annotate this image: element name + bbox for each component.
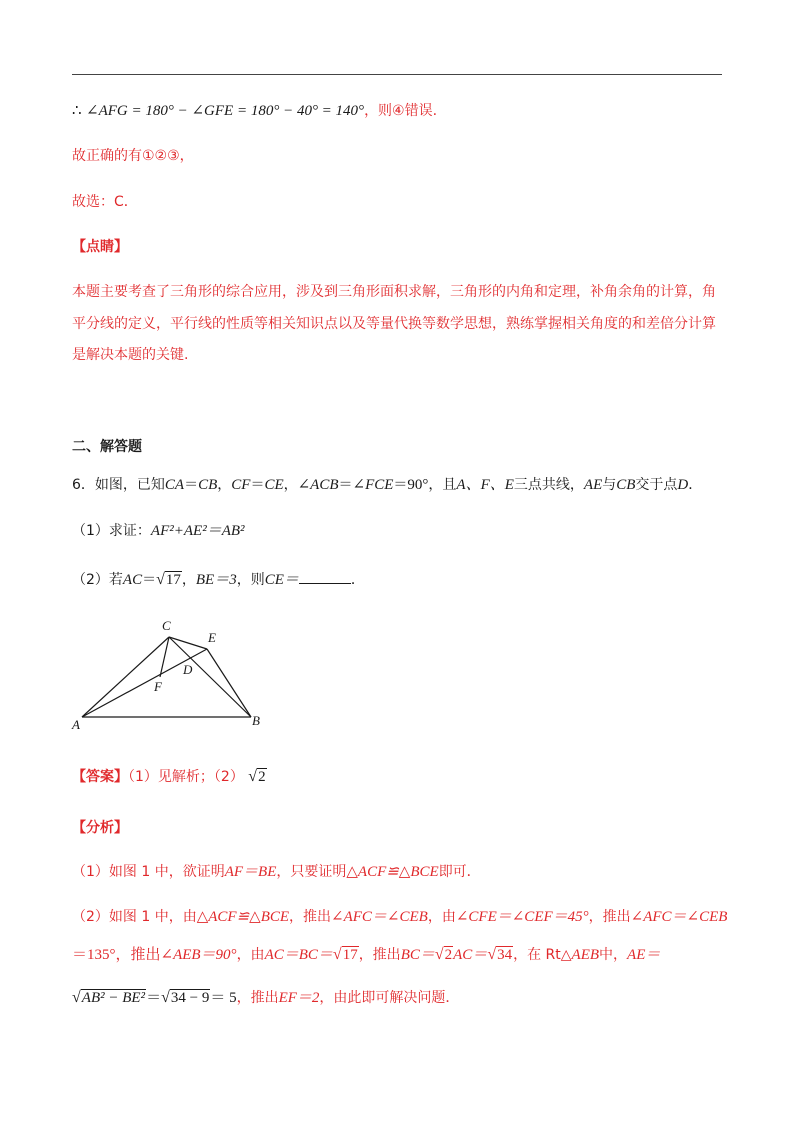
ce-equals: CE＝ [264, 572, 299, 588]
analysis-label: 【分析】 [72, 820, 128, 836]
var-ac: AC [122, 572, 143, 588]
label-e: E [208, 630, 216, 645]
stem-text: 三点共线， [513, 477, 584, 493]
angle-equation: ∠AFG = 180° − ∠GFE = 180° − 40° = 140° [86, 103, 365, 119]
be-equals: BE＝3 [195, 572, 237, 588]
dianjing-label: 【点睛】 [72, 239, 128, 255]
analysis-line-1 [72, 862, 481, 882]
analysis-text: ，由 [427, 909, 456, 925]
answer-label: 【答案】 [72, 769, 128, 785]
comma: ， [283, 477, 298, 493]
points-afe: A、F、E [456, 477, 514, 493]
comment-line-1: 本题主要考查了三角形的综合应用，涉及到三角形面积求解，三角形的内角和定理，补角余角的计算，角 [72, 284, 716, 300]
var-ce: CE [264, 477, 284, 493]
analysis-text: ，由 [236, 947, 265, 963]
part-2-label: （2）若 [72, 572, 123, 588]
ae-equals: AE＝ [627, 947, 661, 963]
analysis-text: ，只要证明 [276, 864, 347, 880]
analysis-text: 即可． [438, 864, 481, 880]
result-5: ＝ 5 [210, 990, 237, 1006]
var-ca: CA [164, 477, 185, 493]
eq-sign: ＝ [142, 572, 157, 588]
section-heading: 二、解答题 [72, 439, 142, 455]
eq-sign: ＝ [393, 477, 408, 493]
analysis-text: ，由此即可解决问题． [319, 990, 460, 1006]
geometry-figure [66, 612, 276, 734]
answer-sqrt-2: √2 [248, 768, 266, 785]
therefore-symbol: ∴ [72, 103, 82, 119]
eq-sign: ＝ [250, 477, 265, 493]
stem-text: 与 [602, 477, 617, 493]
analysis-text: ＝135°，推出 [72, 947, 161, 963]
angle-equation: ∠CFE＝∠CEF＝45° [455, 909, 589, 925]
conclusion-text: ，则④错误. [364, 103, 438, 119]
sqrt-17: √17 [332, 946, 358, 963]
analysis-text: ，推出 [289, 909, 332, 925]
segment-cb [169, 637, 251, 717]
stem-text: 如图，已知 [94, 477, 165, 493]
angle-fce: ∠FCE [352, 477, 394, 493]
solution-line-2: 故正确的有①②③， [72, 148, 194, 164]
solution-line-3: 故选：C． [72, 194, 138, 210]
part-1-label: （1）求证： [72, 523, 151, 539]
sqrt-34-9: √34 − 9 [161, 989, 210, 1006]
analysis-text: 中， [599, 947, 628, 963]
label-a: A [72, 717, 80, 732]
analysis-text: （1）如图 1 中，欲证明 [72, 864, 225, 880]
sqrt-2: √2 [434, 946, 453, 963]
var-cb: CB [616, 477, 636, 493]
analysis-line-2 [72, 907, 727, 927]
var-d: D [677, 477, 689, 493]
problem-part-1 [72, 521, 245, 541]
answer-blank[interactable] [299, 569, 351, 584]
af-equals-be: AF＝BE [224, 864, 277, 880]
stem-text: ． [688, 477, 703, 493]
congruence: △ACF≌△BCE [346, 864, 439, 880]
angle-acb: ∠ACB [297, 477, 339, 493]
eq-sign: ＝ [338, 477, 353, 493]
stem-text: 交于点 [635, 477, 678, 493]
var-cf: CF [231, 477, 251, 493]
sqrt-17: √17 [156, 571, 181, 588]
var-cb: CB [198, 477, 218, 493]
answer-line [72, 767, 267, 787]
angle-equation: ∠AFC＝∠CEB [331, 909, 428, 925]
label-c: C [162, 618, 171, 633]
comma: ， [217, 477, 232, 493]
label-f: F [154, 679, 162, 694]
eq-sign: ＝ [184, 477, 199, 493]
solution-line-1 [72, 101, 437, 121]
problem-number: 6． [72, 477, 95, 493]
sqrt-34: √34 [487, 946, 513, 963]
answer-text: （1）见解析；（2） [128, 769, 244, 785]
label-b: B [252, 713, 260, 728]
comma: ， [181, 572, 196, 588]
ac-equals-bc: AC＝BC＝ [264, 947, 333, 963]
problem-part-2 [72, 569, 365, 590]
congruence: △ACF≌△BCE [196, 909, 290, 925]
deg-90: 90° [407, 477, 429, 493]
ac-equals: AC＝ [453, 947, 488, 963]
header-rule [72, 74, 722, 75]
stem-text: ，且 [428, 477, 457, 493]
comment-line-3: 是解决本题的关键. [72, 347, 189, 363]
analysis-text: ，推出 [588, 909, 631, 925]
label-d: D [183, 662, 193, 677]
segment-eb [207, 649, 251, 717]
part-1-expression: AF²+AE²＝AB² [150, 523, 245, 539]
comment-line-2: 平分线的定义，平行线的性质等相关知识点以及等量代换等数学思想，熟练掌握相关角度的和差倍分计算 [72, 316, 716, 332]
angle-aeb: ∠AEB＝90° [160, 947, 237, 963]
analysis-text: ，推出 [358, 947, 401, 963]
ef-equals-2: EF＝2 [278, 990, 320, 1006]
period: ． [350, 572, 365, 588]
analysis-text: ，推出 [236, 990, 279, 1006]
eq-sign: ＝ [146, 990, 162, 1006]
then-text: ，则 [236, 572, 265, 588]
analysis-text: ，在 Rt△ [513, 947, 572, 963]
var-ae: AE [583, 477, 603, 493]
triangle-aeb: AEB [571, 947, 600, 963]
angle-equation: ∠AFC＝∠CEB [630, 909, 728, 925]
sqrt-ab2-be2: √AB² − BE² [72, 989, 146, 1006]
analysis-line-4 [72, 988, 459, 1008]
problem-stem [72, 475, 702, 495]
bc-equals: BC＝ [400, 947, 435, 963]
analysis-text: （2）如图 1 中，由 [72, 909, 197, 925]
analysis-line-3 [72, 945, 660, 965]
